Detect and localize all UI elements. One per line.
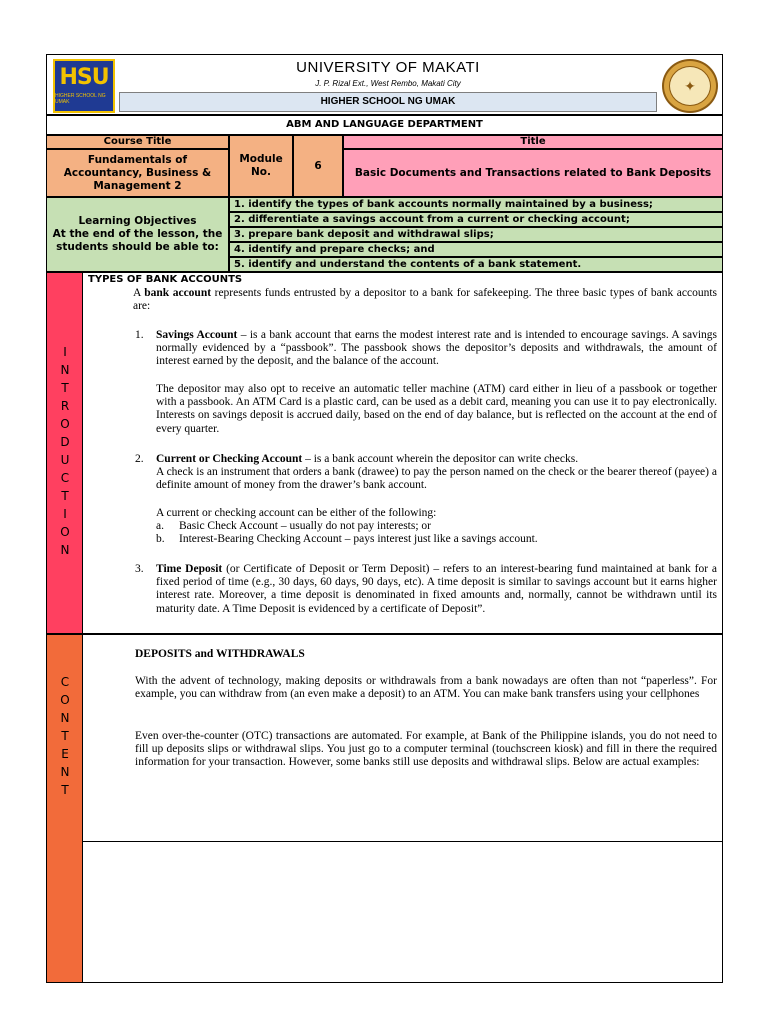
objective-item: 4. identify and prepare checks; and (229, 242, 723, 257)
checking-types (156, 507, 717, 547)
checking-text: – is a bank account wherein the depositor can write checks. (302, 453, 579, 465)
side-letter: T (61, 489, 69, 503)
checking-types-intro: A current or checking account can be either of the following: (156, 507, 437, 519)
intro-bold: bank account (144, 287, 212, 299)
objective-item: 5. identify and understand the contents of a bank statement. (229, 257, 723, 272)
module-number: 6 (314, 159, 322, 172)
title-label-cell (343, 135, 723, 149)
objectives-label: Learning Objectives (78, 215, 197, 227)
intro-pre: A (133, 287, 145, 299)
side-letter: O (60, 693, 70, 707)
side-letter: N (60, 543, 70, 557)
seal-inner-icon: ✦ (669, 66, 711, 106)
title-label: Title (520, 136, 546, 147)
course-title-label-cell (46, 135, 229, 149)
side-letter: N (60, 711, 70, 725)
introduction-vertical-label (47, 343, 83, 559)
time-deposit-term: Time Deposit (156, 563, 223, 575)
content-paragraph-2-text: Even over-the-counter (OTC) transactions are automated. For example, at Bank of the Philippine islands, you do not need to fill up deposits slips or withdrawal slips. You just go to a computer terminal (touchscreen kiosk) and fill in there the required information for your transaction. However, some banks still use deposits and withdrawal slips. Below are actual examples: (135, 730, 717, 769)
savings-text: – is a bank account that earns the modest interest rate and is intended to encourage savings. A savings normally evidenced by a “passbook”. The passbook shows the depositor’s deposits and withdrawals, the amount of interest earned by the deposit, and the balance of the account. (156, 329, 717, 368)
objective-item: 2. differentiate a savings account from a current or checking account; (229, 212, 723, 227)
checking-definition: A check is an instrument that orders a bank (drawee) to pay the person named on the check or the bearer thereof (payee) a definite amount of money from the drawer’s bank account. (156, 466, 717, 492)
module-label-cell (229, 135, 293, 197)
objective-item: 1. identify the types of bank accounts normally maintained by a business; (229, 197, 723, 212)
item-number: 3. (135, 563, 144, 575)
school-name-bar: HIGHER SCHOOL NG UMAK (119, 92, 657, 112)
module-title: Basic Documents and Transactions related to Bank Deposits (354, 166, 712, 179)
side-letter: C (60, 675, 70, 689)
title-cell (343, 149, 723, 197)
university-name: UNIVERSITY OF MAKATI (296, 59, 480, 76)
side-letter: I (63, 345, 67, 359)
university-seal-icon (662, 59, 718, 113)
checking-type-b: Interest-Bearing Checking Account – pays interest just like a savings account. (179, 533, 538, 546)
department-name: ABM AND LANGUAGE DEPARTMENT (286, 119, 483, 130)
savings-term: Savings Account (156, 329, 238, 341)
content-vertical-label (47, 673, 83, 799)
list-label-b: b. (156, 533, 165, 546)
introduction-paragraph (133, 287, 717, 313)
time-deposit-item (156, 563, 717, 616)
side-letter: O (60, 417, 70, 431)
department-row (46, 114, 723, 135)
list-label-a: a. (156, 520, 164, 533)
side-letter: C (60, 471, 70, 485)
savings-account-paragraph-2 (156, 383, 717, 436)
item-number: 1. (135, 329, 144, 341)
objectives-sublabel: At the end of the lesson, the students should be able to: (52, 228, 223, 253)
side-letter: D (60, 435, 70, 449)
course-title-label: Course Title (103, 136, 172, 147)
introduction-heading: TYPES OF BANK ACCOUNTS (88, 274, 243, 285)
objectives-label-cell (46, 197, 229, 272)
savings-account-item (156, 329, 717, 369)
side-letter: N (60, 765, 70, 779)
module-number-cell (293, 135, 343, 197)
content-side-band (46, 634, 83, 983)
intro-post: represents funds entrusted by a depositor to a bank for safekeeping. The three basic types of bank accounts are: (133, 287, 718, 313)
content-paragraph-2 (135, 730, 717, 770)
checking-account-item (156, 453, 717, 493)
module-page (46, 54, 723, 983)
module-label: Module No. (239, 153, 283, 178)
content-body (82, 634, 723, 842)
item-number: 2. (135, 453, 144, 465)
side-letter: N (60, 363, 70, 377)
savings-paragraph-2: The depositor may also opt to receive an automatic teller machine (ATM) card either in lieu of a passbook or together with a passbook. An ATM Card is a plastic card, can be used as a debit card, meaning you can use it to pay electronically. Interests on savings deposit is accrued daily, based on the end of day balance, but is reflected on the account at the end of every quarter. (156, 383, 717, 435)
content-paragraph-1-text: With the advent of technology, making deposits or withdrawals from a bank nowadays are often than not “paperless”. For example, you can withdraw from (an even make a deposit) to an ATM. You can make bank transfers using your cellphones (135, 675, 717, 701)
side-letter: R (60, 399, 70, 413)
header-block (46, 54, 723, 116)
logo-subtext: HIGHER SCHOOL NG UMAK (55, 93, 106, 105)
university-address: J. P. Rizal Ext., West Rembo, Makati City (315, 79, 461, 88)
side-letter: T (61, 783, 69, 797)
content-heading: DEPOSITS and WITHDRAWALS (135, 648, 305, 660)
checking-type-a: Basic Check Account – usually do not pay interests; or (179, 520, 431, 533)
side-letter: T (61, 729, 69, 743)
objective-item: 3. prepare bank deposit and withdrawal slips; (229, 227, 723, 242)
logo-text: HSU (59, 65, 109, 90)
checking-term: Current or Checking Account (156, 453, 303, 465)
hsu-logo (53, 59, 115, 113)
course-title-cell (46, 149, 229, 197)
side-letter: I (63, 507, 67, 521)
side-letter: O (60, 525, 70, 539)
introduction-side-band (46, 272, 83, 634)
content-blank-area (82, 841, 723, 983)
side-letter: T (61, 381, 69, 395)
side-letter: U (60, 453, 70, 467)
time-deposit-text: (or Certificate of Deposit or Term Deposit) – refers to an interest-bearing fund maintained at bank for a fixed period of time (e.g., 30 days, 60 days, 90 days, etc). A time deposit is similar to savings account but it earns higher interest rate. Moreover, a time deposit is denominated in fixed amounts and, normally, cannot be withdrawn until its maturity date. A Time Deposit is evidenced by a certificate of Deposit”. (156, 563, 717, 615)
content-paragraph-1 (135, 675, 717, 701)
side-letter: E (61, 747, 69, 761)
introduction-body (82, 272, 723, 634)
course-title: Fundamentals of Accountancy, Business & Management 2 (63, 153, 212, 192)
